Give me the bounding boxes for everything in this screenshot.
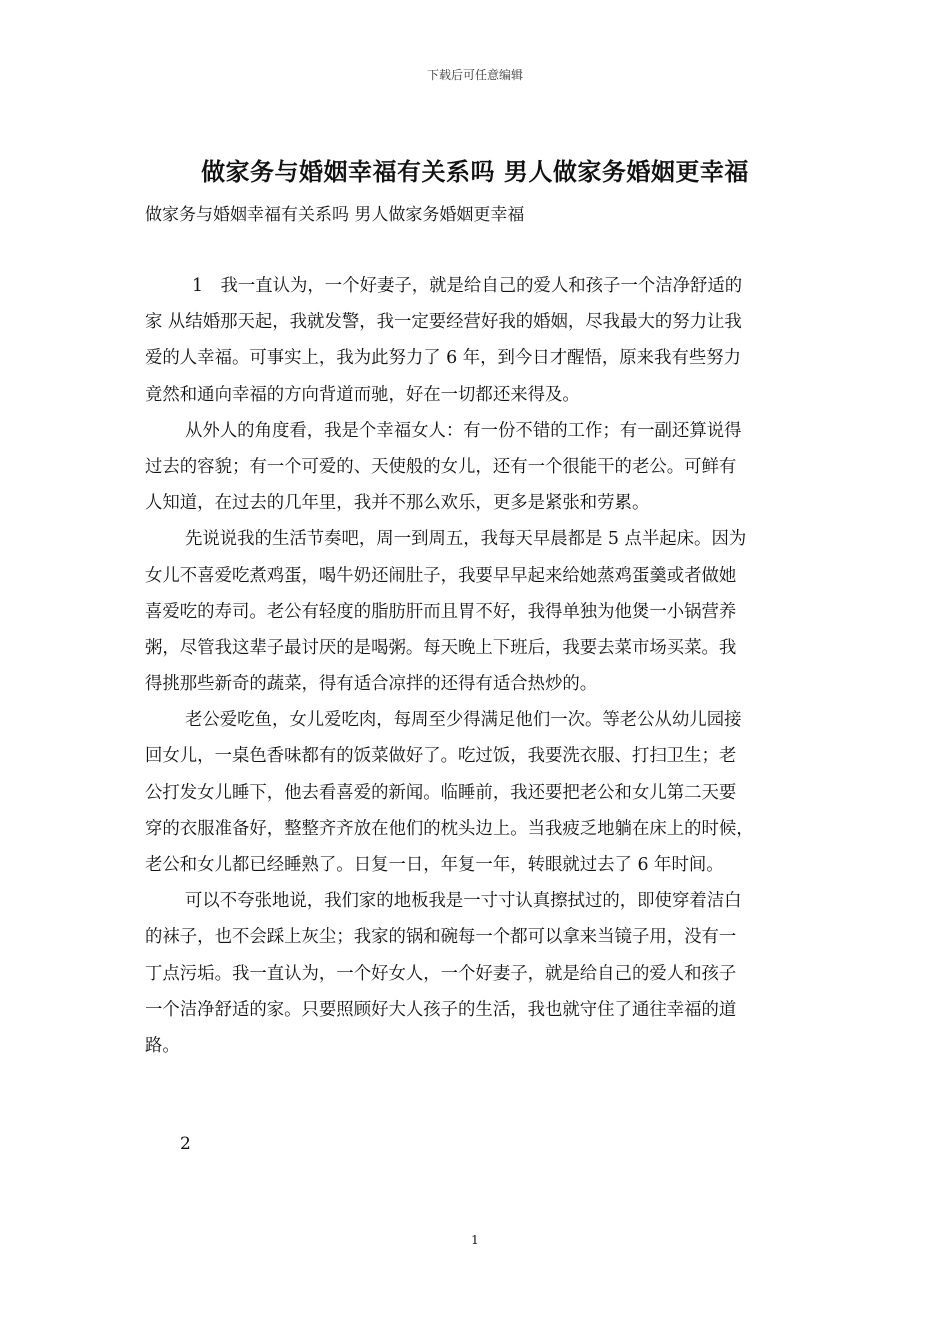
page-header-note: 下载后可任意编辑 <box>426 68 523 82</box>
paragraph-line: 喜爱吃的寿司。老公有轻度的脂肪肝而且胃不好，我得单独为他煲一小锅营养 <box>145 601 737 622</box>
paragraph-line: 回女儿，一桌色香味都有的饭菜做好了。吃过饭，我要洗衣服、打扫卫生；老 <box>145 746 737 767</box>
paragraph-line: 家 从结婚那天起，我就发警，我一定要经营好我的婚姻，尽我最大的努力让我 <box>145 312 742 333</box>
paragraph-line: 穿的衣服准备好，整整齐齐放在他们的枕头边上。当我疲乏地躺在床上的时候， <box>145 818 754 839</box>
document-title: 做家务与婚姻幸福有关系吗 男人做家务婚姻更幸福 <box>201 157 749 186</box>
article-body <box>145 268 821 1064</box>
paragraph-line: 公打发女儿睡下，他去看喜爱的新闻。临睡前，我还要把老公和女儿第二天要 <box>145 782 737 803</box>
paragraph-line: 可以不夸张地说，我们家的地板我是一寸寸认真擦拭过的，即使穿着洁白 <box>185 891 742 912</box>
paragraph-line: 的袜子，也不会踩上灰尘；我家的锅和碗每一个都可以拿来当镜子用，没有一 <box>145 927 737 948</box>
paragraph-line: 过去的容貌；有一个可爱的、天使般的女儿，还有一个很能干的老公。可鲜有 <box>145 456 737 477</box>
paragraph-line: 一个洁净舒适的家。只要照顾好大人孩子的生活，我也就守住了通往幸福的道 <box>145 999 737 1020</box>
paragraph-line: 丁点污垢。我一直认为，一个好女人，一个好妻子，就是给自己的爱人和孩子 <box>145 963 737 984</box>
document-subtitle: 做家务与婚姻幸福有关系吗 男人做家务婚姻更幸福 <box>145 205 525 225</box>
paragraph-line: 老公爱吃鱼，女儿爱吃肉，每周至少得满足他们一次。等老公从幼儿园接 <box>185 710 742 731</box>
paragraph-line: 路。 <box>145 1035 180 1056</box>
paragraph-line: 得挑那些新奇的蔬菜，得有适合凉拌的还得有适合热炒的。 <box>145 674 598 695</box>
paragraph-line: 老公和女儿都已经睡熟了。日复一日，年复一年，转眼就过去了 6 年时间。 <box>145 855 724 875</box>
section-number: 2 <box>180 1134 191 1154</box>
paragraph-line: 从外人的角度看，我是个幸福女人：有一份不错的工作；有一副还算说得 <box>185 420 742 441</box>
paragraph-line: 粥，尽管我这辈子最讨厌的是喝粥。每天晚上下班后，我要去菜市场买菜。我 <box>145 637 737 658</box>
paragraph-line: 竟然和通向幸福的方向背道而驰，好在一切都还来得及。 <box>145 384 580 405</box>
paragraph-line: 先说说我的生活节奏吧，周一到周五，我每天早晨都是 5 点半起床。因为 <box>185 529 747 550</box>
page-number: 1 <box>471 1233 479 1247</box>
paragraph-line: 人知道，在过去的几年里，我并不那么欢乐，更多是紧张和劳累。 <box>145 493 650 514</box>
paragraph-line: 爱的人幸福。可事实上，我为此努力了 6 年，到今日才醒悟，原来我有些努力 <box>145 348 742 369</box>
paragraph-line: 女儿不喜爱吃煮鸡蛋，喝牛奶还闹肚子，我要早早起来给她蒸鸡蛋羹或者做她 <box>145 565 737 586</box>
paragraph-line: 1 我一直认为，一个好妻子，就是给自己的爱人和孩子一个洁净舒适的 <box>192 276 743 296</box>
